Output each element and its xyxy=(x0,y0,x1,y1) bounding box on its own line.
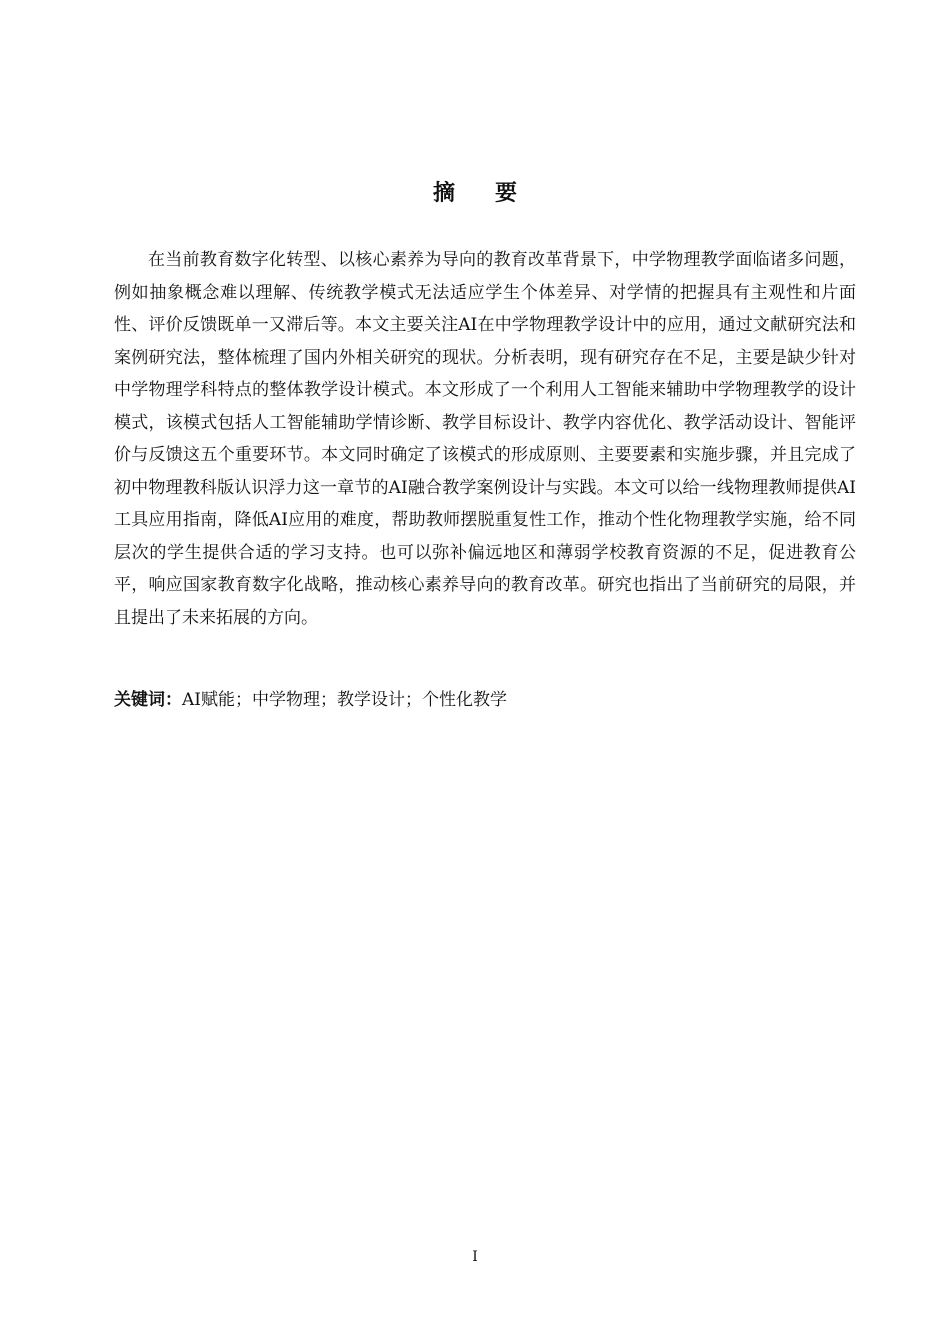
abstract-title-char-2: 要 xyxy=(495,181,518,206)
abstract-title-char-1: 摘 xyxy=(432,181,455,206)
abstract-title xyxy=(0,178,950,210)
abstract-body: 在当前教育数字化转型、以核心素养为导向的教育改革背景下，中学物理教学面临诸多问题，例如抽象概念难以理解、传统教学模式无法适应学生个体差异、对学情的把握具有主观性和片面性、评价反馈既单一又滞后等。本文主要关注AI在中学物理教学设计中的应用，通过文献研究法和案例研究法，整体梳理了国内外相关研究的现状。分析表明，现有研究存在不足，主要是缺少针对中学物理学科特点的整体教学设计模式。本文形成了一个利用人工智能来辅助中学物理教学的设计模式，该模式包括人工智能辅助学情诊断、教学目标设计、教学内容优化、教学活动设计、智能评价与反馈这五个重要环节。本文同时确定了该模式的形成原则、主要要素和实施步骤，并且完成了初中物理教科版认识浮力这一章节的AI融合教学案例设计与实践。本文可以给一线物理教师提供AI工具应用指南，降低AI应用的难度，帮助教师摆脱重复性工作，推动个性化物理教学实施，给不同层次的学生提供合适的学习支持。也可以弥补偏远地区和薄弱学校教育资源的不足，促进教育公平，响应国家教育数字化战略，推动核心素养导向的教育改革。研究也指出了当前研究的局限，并且提出了未来拓展的方向。 xyxy=(114,250,856,628)
page-number: I xyxy=(472,1249,478,1265)
keywords-list: AI赋能；中学物理；教学设计；个性化教学 xyxy=(182,690,507,710)
keywords-line xyxy=(114,685,856,715)
keywords-label: 关键词： xyxy=(114,690,182,710)
